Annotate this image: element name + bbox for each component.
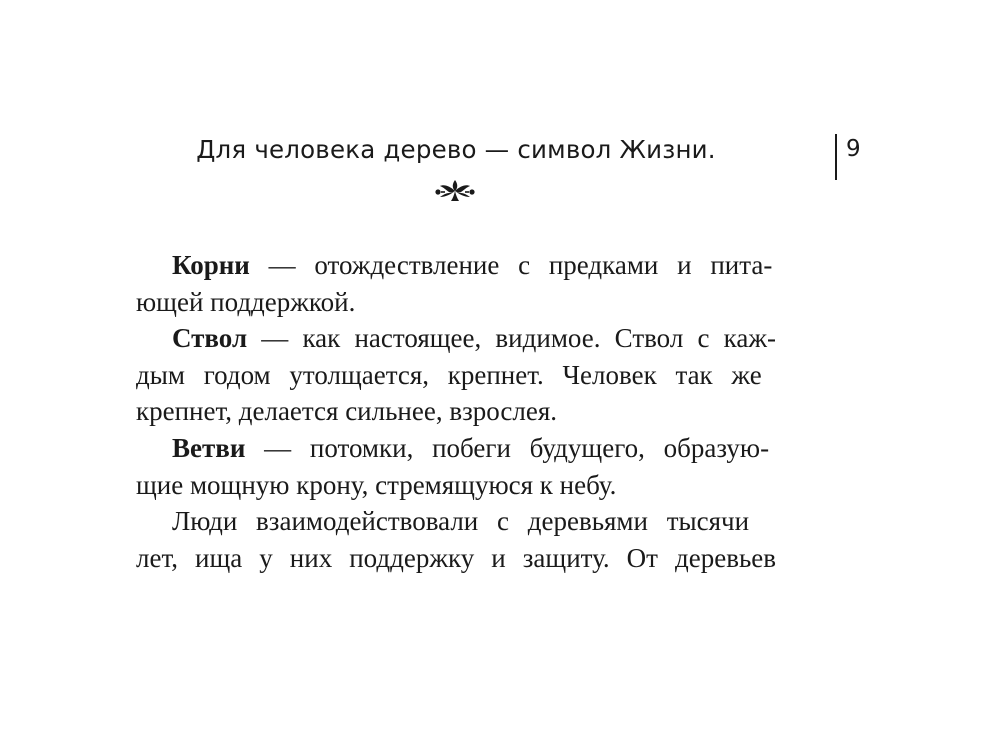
paragraph-trunk — [136, 320, 776, 430]
text-line: лет, ища у них поддержку и защиту. От деревьев — [136, 542, 776, 573]
term-roots: Корни — [172, 250, 250, 280]
text-line — [136, 247, 776, 284]
text-line: дым годом утолщается, крепнет. Человек так же — [136, 359, 762, 390]
paragraph-roots — [136, 247, 776, 320]
text-line — [136, 430, 776, 467]
term-branches: Ветви — [172, 432, 246, 463]
fleuron-ornament-icon — [432, 178, 478, 204]
folio-rule — [835, 134, 837, 180]
running-title: Для человека дерево — символ Жизни. — [196, 135, 716, 164]
text-line: щие мощную крону, стремящуюся к небу. — [136, 469, 617, 500]
paragraph-people — [136, 503, 776, 576]
text-line: крепнет, делается сильнее, взрослея. — [136, 396, 558, 427]
definition-text: — потомки, побеги будущего, образую- — [245, 432, 770, 463]
page-number: 9 — [846, 136, 861, 162]
body-text — [136, 247, 776, 576]
paragraph-branches — [136, 430, 776, 503]
text-line: Люди взаимодействовали с деревьями тысячи — [172, 506, 750, 537]
definition-text: — как настоящее, видимое. Ствол с каж- — [247, 323, 776, 354]
definition-text: — отождествление с предками и пита- — [249, 250, 773, 280]
term-trunk: Ствол — [172, 323, 248, 354]
text-line: ющей поддержкой. — [136, 286, 356, 317]
text-line — [136, 320, 776, 357]
